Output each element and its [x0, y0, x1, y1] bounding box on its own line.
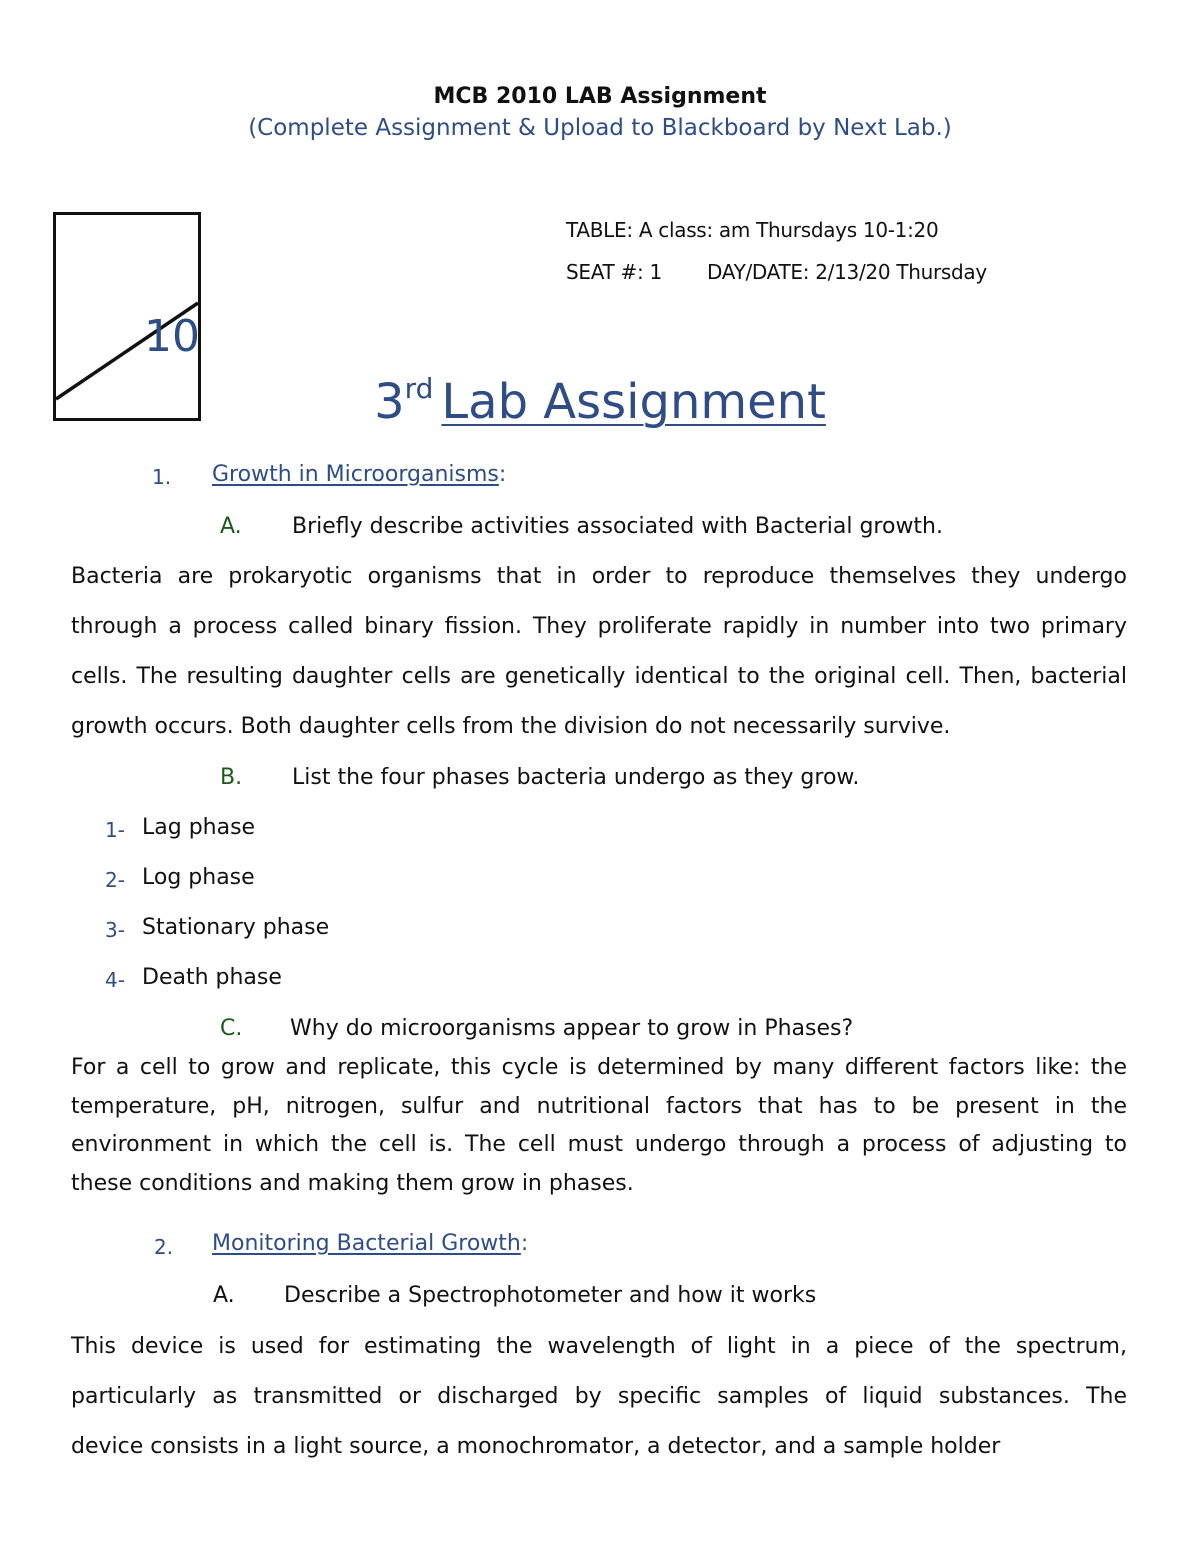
phase-number: 1- [105, 818, 125, 842]
answer-2a-line: particularly as transmitted or discharged by specific samples of liquid substances. The [71, 1384, 1127, 1409]
answer-1c [71, 1053, 1127, 1207]
section2-heading-text: Monitoring Bacterial Growth [212, 1231, 521, 1256]
answer-1a-line: growth occurs. Both daughter cells from the division do not necessarily survive. [71, 714, 951, 739]
assignment-suffix: rd [404, 372, 434, 405]
section1-heading-text: Growth in Microorganisms [212, 462, 499, 487]
assignment-title-text: Lab Assignment [441, 374, 826, 430]
answer-2a-line: This device is used for estimating the wavelength of light in a piece of the spectrum, [71, 1334, 1127, 1359]
assignment-number: 3 [374, 374, 405, 430]
section1-heading [212, 462, 506, 487]
date-info: DAY/DATE: 2/13/20 Thursday [707, 260, 987, 284]
phase-number: 2- [105, 868, 125, 892]
question-1a-letter: A. [220, 514, 242, 539]
assignment-title [0, 372, 1200, 430]
grade-score: 10 [144, 311, 200, 362]
question-1b-text: List the four phases bacteria undergo as they grow. [292, 765, 860, 790]
phase-label: Stationary phase [142, 915, 330, 940]
answer-1a-line: through a process called binary fission. They proliferate rapidly in number into two primary [71, 614, 1127, 639]
phase-label: Log phase [142, 865, 255, 890]
section2-heading [212, 1231, 528, 1256]
question-1c-letter: C. [220, 1016, 243, 1041]
question-1c-text: Why do microorganisms appear to grow in Phases? [290, 1016, 854, 1041]
answer-1a [71, 562, 1127, 762]
phase-label: Lag phase [142, 815, 256, 840]
page-title: MCB 2010 LAB Assignment [433, 84, 767, 109]
section1-heading-colon: : [498, 462, 507, 487]
answer-1a-line: Bacteria are prokaryotic organisms that in order to reproduce themselves they undergo [71, 564, 1127, 589]
question-2a-text: Describe a Spectrophotometer and how it works [284, 1283, 817, 1308]
section2-number: 2. [154, 1235, 174, 1259]
section2-heading-colon: : [520, 1231, 529, 1256]
section1-number: 1. [152, 465, 172, 489]
page-subtitle: (Complete Assignment & Upload to Blackboard by Next Lab.) [248, 115, 952, 141]
answer-2a [71, 1332, 1127, 1482]
phase-label: Death phase [142, 965, 282, 990]
answer-2a-line: device consists in a light source, a monochromator, a detector, and a sample holder [71, 1434, 1001, 1459]
question-1a-text: Briefly describe activities associated with Bacterial growth. [292, 514, 943, 539]
answer-1c-line: For a cell to grow and replicate, this cycle is determined by many different factors like: the [71, 1055, 1127, 1080]
question-2a-letter: A. [213, 1283, 235, 1308]
phase-number: 4- [105, 968, 125, 992]
table-class-info: TABLE: A class: am Thursdays 10-1:20 [566, 218, 939, 242]
answer-1c-line: these conditions and making them grow in phases. [71, 1170, 634, 1196]
phase-number: 3- [105, 918, 125, 942]
seat-info: SEAT #: 1 [566, 260, 662, 284]
question-1b-letter: B. [220, 765, 243, 790]
answer-1a-line: cells. The resulting daughter cells are genetically identical to the original cell. Then, bacterial [71, 664, 1127, 689]
answer-1c-line: environment in which the cell is. The cell must undergo through a process of adjusting to [71, 1132, 1127, 1157]
answer-1c-line: temperature, pH, nitrogen, sulfur and nutritional factors that has to be present in the [71, 1093, 1127, 1119]
